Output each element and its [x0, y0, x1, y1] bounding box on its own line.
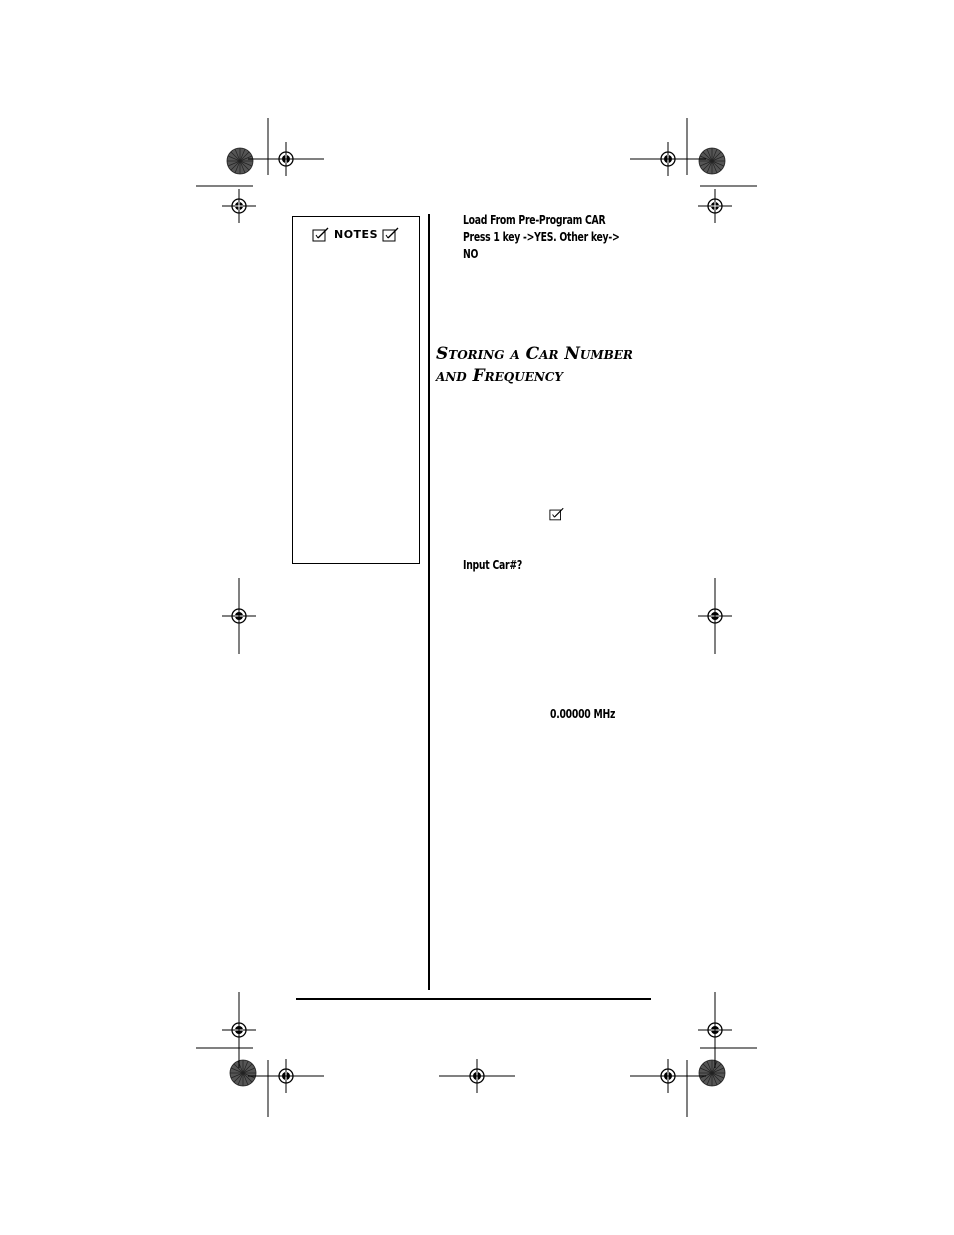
color-wheel-icon — [230, 1060, 256, 1086]
notes-title: NOTES — [334, 228, 378, 241]
display-line: Press 1 key ->YES. Other key-> — [463, 230, 620, 244]
registration-mark-icon — [222, 189, 256, 223]
display-line: NO — [463, 247, 479, 261]
notes-pencil-icon — [312, 227, 330, 243]
display-message-load — [463, 212, 619, 263]
section-heading: Storing a Car Number and Frequency — [436, 344, 633, 386]
color-wheel-icon — [699, 1060, 725, 1086]
notes-panel — [292, 216, 420, 564]
column-divider — [428, 214, 430, 990]
display-message-input-car: Input Car#? — [463, 558, 522, 572]
color-wheel-icon — [699, 148, 725, 174]
notes-pencil-icon — [549, 507, 565, 522]
display-message-frequency: 0.00000 MHz — [550, 707, 616, 721]
notes-pencil-icon — [382, 227, 400, 243]
footer-rule — [296, 998, 651, 1000]
notes-header — [293, 227, 419, 243]
color-wheel-icon — [227, 148, 253, 174]
display-line: Load From Pre-Program CAR — [463, 213, 606, 227]
registration-mark-icon — [698, 189, 732, 223]
